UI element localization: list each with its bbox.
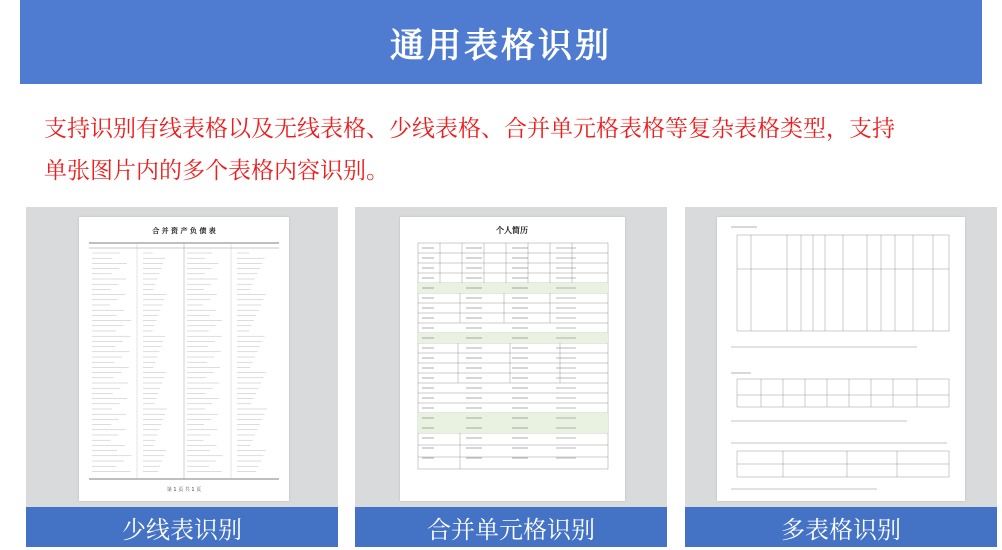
- card-few-line-table[interactable]: [26, 207, 338, 547]
- feature-description: [44, 108, 974, 192]
- card-label-multi-table: 多表格识别: [685, 507, 997, 547]
- card-merged-cell-table[interactable]: [355, 207, 667, 547]
- page-title: 通用表格识别: [390, 25, 612, 66]
- balance-sheet-title: 合 并 资 产 负 债 表: [152, 227, 216, 235]
- header-banner: [20, 0, 982, 84]
- sample-multi-table-image: [717, 217, 965, 501]
- card-multi-table[interactable]: [685, 207, 997, 547]
- card-label-few-line: 少线表识别: [26, 507, 338, 547]
- resume-title: 个人简历: [496, 226, 528, 235]
- balance-sheet-footer: 第 1 页 共 1 页: [166, 487, 202, 493]
- description-line-2: 单张图片内的多个表格内容识别。: [44, 158, 389, 184]
- sample-balance-sheet-image: [79, 217, 289, 501]
- card-label-merged-cell: 合并单元格识别: [355, 507, 667, 547]
- sample-resume-image: [400, 217, 625, 501]
- description-line-1: 支持识别有线表格以及无线表格、少线表格、合并单元格表格等复杂表格类型，支持: [44, 116, 895, 142]
